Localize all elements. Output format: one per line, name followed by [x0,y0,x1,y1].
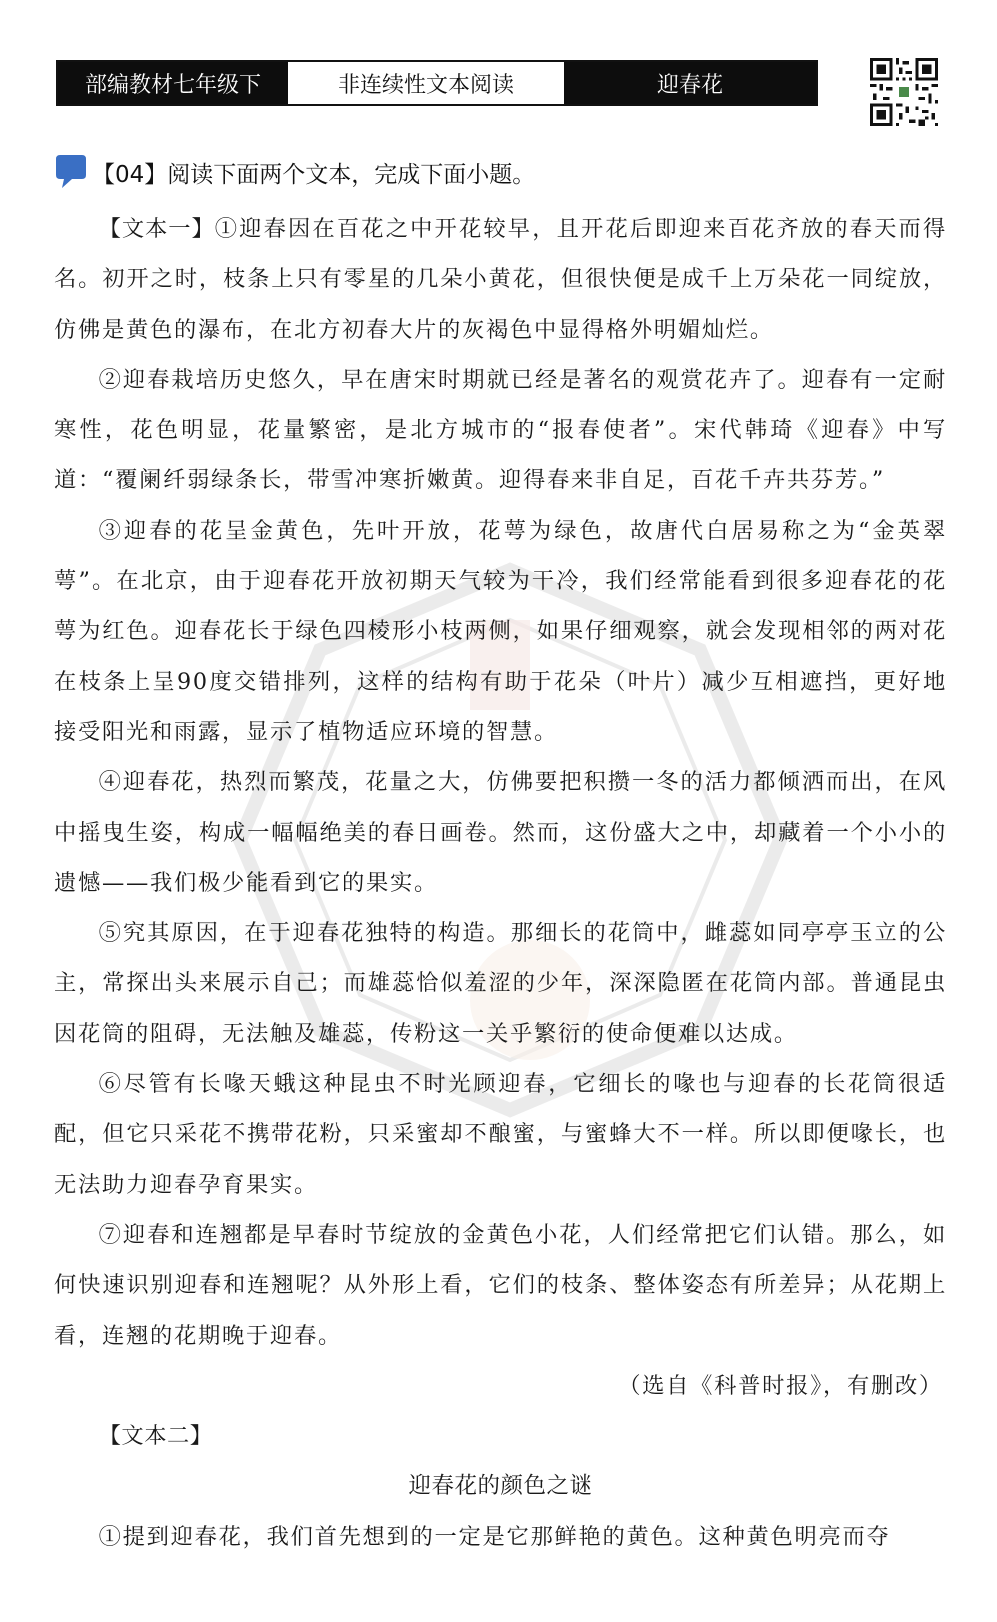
qr-code-icon [870,58,938,126]
text1-paragraph-7: ⑦迎春和连翘都是早春时节绽放的金黄色小花，人们经常把它们认错。那么，如何快速识别迎春和连翘呢？从外形上看，它们的枝条、整体姿态有所差异；从花期上看，连翘的花期晚于迎春。 [54,1221,947,1349]
text2-label-line [54,1411,947,1461]
question-line [54,152,535,192]
text1-source: （选自《科普时报》，有删改） [618,1372,943,1399]
question-text: 【04】阅读下面两个文本，完成下面小题。 [92,161,536,188]
header-topic: 非连续性文本阅读 [288,62,564,104]
text1-paragraph-4: ④迎春花，热烈而繁茂，花量之大，仿佛要把积攒一冬的活力都倾洒而出，在风中摇曳生姿，构成一幅幅绝美的春日画卷。然而，这份盛大之中，却藏着一个小小的遗憾——我们极少能看到它的果实。 [54,769,947,896]
text2-label: 【文本二】 [98,1423,213,1450]
text2-title: 迎春花的颜色之谜 [408,1473,593,1500]
header-grade: 部编教材七年级下 [58,62,288,104]
text1-paragraph-2: ②迎春栽培历史悠久，早在唐宋时期就已经是著名的观赏花卉了。迎春有一定耐寒性，花色明显，花量繁密，是北方城市的“报春使者”。宋代韩琦《迎春》中写道：“覆阑纤弱绿条长，带雪冲寒折嫩黄。迎得春来非自足，百花千卉共芬芳。” [54,366,947,494]
speech-bubble-icon [54,155,86,189]
header-title: 迎春花 [564,62,816,104]
text1-paragraph-3: ③迎春的花呈金黄色，先叶开放，花萼为绿色，故唐代白居易称之为“金英翠萼”。在北京，由于迎春花开放初期天气较为干冷，我们经常能看到很多迎春花的花萼为红色。迎春花长于绿色四棱形小枝两侧，如果仔细观察，就会发现相邻的两对花在枝条上呈90度交错排列，这样的结构有助于花朵（叶片）减少互相遮挡，更好地接受阳光和雨露，显示了植物适应环境的智慧。 [54,517,947,745]
text1-label: 【文本一】 [98,216,215,242]
text2-paragraph-1: ①提到迎春花，我们首先想到的一定是它那鲜艳的黄色。这种黄色明亮而夺 [98,1523,891,1550]
text1-paragraph-5: ⑤究其原因，在于迎春花独特的构造。那细长的花筒中，雌蕊如同亭亭玉立的公主，常探出头来展示自己；而雄蕊恰似羞涩的少年，深深隐匿在花筒内部。普通昆虫因花筒的阻碍，无法触及雄蕊，传粉这一关乎繁衍的使命便难以达成。 [54,920,947,1047]
text1-paragraph-1: 【文本一】①迎春因在百花之中开花较早，且开花后即迎来百花齐放的春天而得名。初开之时，枝条上只有零星的几朵小黄花，但很快便是成千上万朵花一同绽放，仿佛是黄色的瀑布，在北方初春大片的灰褐色中显得格外明媚灿烂。 [54,216,947,343]
reading-content [54,204,947,1562]
text1-paragraph-6: ⑥尽管有长喙天蛾这种昆虫不时光顾迎春，它细长的喙也与迎春的长花筒很适配，但它只采花不携带花粉，只采蜜却不酿蜜，与蜜蜂大不一样。所以即便喙长，也无法助力迎春孕育果实。 [54,1071,947,1198]
header-bar [56,60,818,106]
